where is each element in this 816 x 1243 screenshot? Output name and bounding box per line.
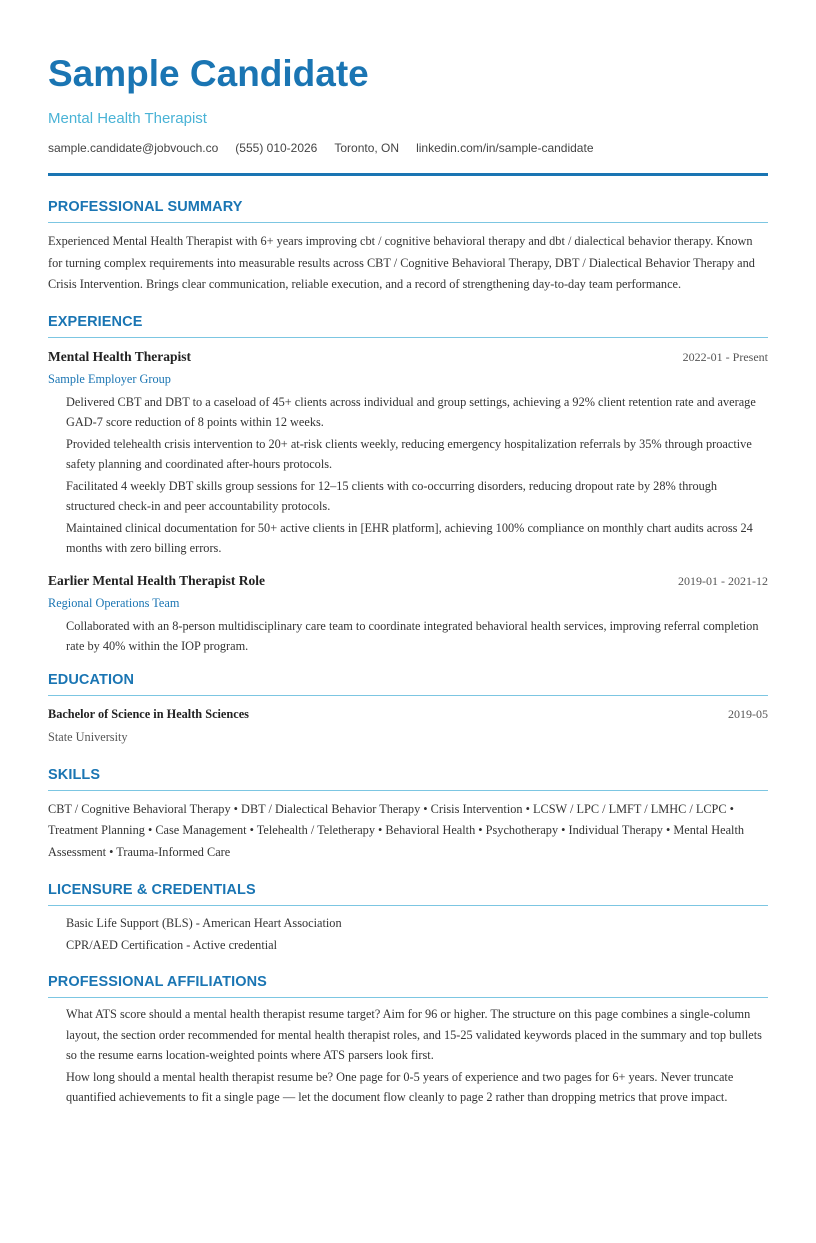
job-bullet: Maintained clinical documentation for 50+ active clients in [EHR platform], achieving 100% compliance on monthly chart audits across 24 months with zero billing errors. [66, 520, 753, 555]
section-heading-experience: EXPERIENCE [48, 313, 768, 338]
affiliation-item: What ATS score should a mental health therapist resume target? Aim for 96 or higher. The structure on this page combines a single-column layout, the section order recommended for mental health therapist roles, and 15-25 validated keywords placed in the summary and top bullets so the resume earns location-weighted points where ATS parsers look first. [66, 1007, 762, 1062]
skills-text: CBT / Cognitive Behavioral Therapy • DBT / Dialectical Behavior Therapy • Crisis Intervention • LCSW / LPC / LMFT / LMHC / LCPC • Treatment Planning • Case Management • Telehealth / Teletherapy • Behavioral Health • Psychotherapy • Individual Therapy • Mental Health Assessment • Trauma-Informed Care [48, 801, 745, 859]
contact-phone[interactable]: (555) 010-2026 [235, 141, 318, 155]
job-dates: 2019-01 - 2021-12 [678, 573, 768, 588]
licensure-item: Basic Life Support (BLS) - American Heart Association [66, 916, 342, 930]
job-bullet: Collaborated with an 8-person multidisciplinary care team to coordinate integrated behavioral health services, improving referral completion rate by 40% within the IOP program. [66, 618, 759, 653]
contact-line [48, 140, 768, 156]
education-date: 2019-05 [728, 706, 768, 721]
contact-linkedin[interactable]: linkedin.com/in/sample-candidate [416, 141, 594, 155]
licensure-item: CPR/AED Certification - Active credential [66, 937, 278, 952]
section-heading-summary: PROFESSIONAL SUMMARY [48, 198, 768, 223]
section-heading-skills: SKILLS [48, 766, 768, 791]
job-header [48, 571, 768, 591]
job-bullets [48, 616, 768, 657]
job-header [48, 347, 768, 367]
job-bullets [48, 392, 768, 559]
affiliations-section [48, 973, 768, 1108]
header-divider [48, 173, 768, 176]
job-entry [48, 347, 768, 559]
section-heading-licensure: LICENSURE & CREDENTIALS [48, 881, 768, 906]
job-dates: 2022-01 - Present [682, 349, 768, 364]
job-entry [48, 571, 768, 657]
experience-section [48, 313, 768, 657]
education-degree: Bachelor of Science in Health Sciences [48, 706, 249, 721]
education-school: State University [48, 729, 128, 744]
candidate-name: Sample Candidate [48, 53, 369, 94]
section-heading-education: EDUCATION [48, 671, 768, 696]
affiliations-list [48, 1004, 768, 1108]
contact-email[interactable]: sample.candidate@jobvouch.co [48, 141, 219, 155]
job-bullet: Delivered CBT and DBT to a caseload of 45+ clients across individual and group settings, achieving a 92% client retention rate and average GAD-7 score reduction of 8 points within 12 weeks. [66, 394, 756, 429]
summary-section [48, 198, 768, 296]
section-heading-affiliations: PROFESSIONAL AFFILIATIONS [48, 973, 768, 998]
candidate-title: Mental Health Therapist [48, 110, 207, 127]
education-header [48, 704, 768, 724]
resume-page [48, 52, 768, 1109]
job-employer: Regional Operations Team [48, 595, 180, 610]
education-section [48, 671, 768, 746]
licensure-section [48, 881, 768, 955]
skills-section [48, 766, 768, 864]
affiliation-item: How long should a mental health therapist resume be? One page for 0-5 years of experience and two pages for 6+ years. Never truncate quantified achievements to fit a single page — let the document flow cleanly to page 2 rather than dropping metrics that prove impact. [66, 1069, 734, 1104]
job-employer: Sample Employer Group [48, 371, 171, 386]
job-bullet: Facilitated 4 weekly DBT skills group sessions for 12–15 clients with co-occurring disorders, reducing dropout rate by 28% through structured check-in and peer accountability protocols. [66, 478, 718, 513]
job-title: Earlier Mental Health Therapist Role [48, 572, 265, 588]
job-title: Mental Health Therapist [48, 348, 191, 364]
contact-location: Toronto, ON [334, 141, 400, 155]
job-bullet: Provided telehealth crisis intervention to 20+ at-risk clients weekly, reducing emergency hospitalization referrals by 35% through proactive safety planning and coordinated after-hours protocols. [66, 436, 752, 471]
summary-text: Experienced Mental Health Therapist with 6+ years improving cbt / cognitive behavioral therapy and dbt / dialectical behavior therapy. Known for turning complex requirements into measurable results across CBT / Cognitive Behavioral Therapy, DBT / Dialectical Behavior Therapy and Crisis Intervention. Brings clear communication, reliable execution, and a record of strengthening day-to-day team performance. [48, 234, 755, 291]
licensure-list [48, 913, 768, 955]
